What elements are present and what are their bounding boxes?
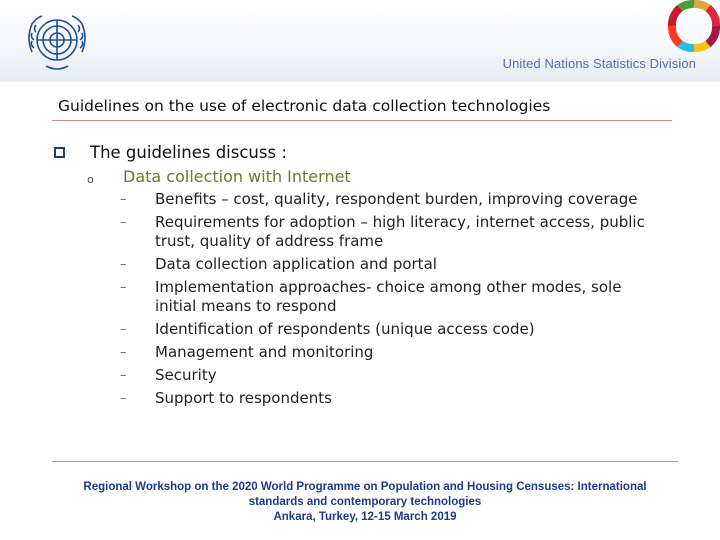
list-item-text: Requirements for adoption – high literacy, internet access, public trust, quality of address frame bbox=[155, 213, 645, 250]
footer-line-3: Ankara, Turkey, 12-15 March 2019 bbox=[273, 511, 457, 523]
sdg-wheel-icon bbox=[668, 0, 720, 56]
bullet-level1: The guidelines discuss : bbox=[90, 143, 287, 162]
list-item-text: Support to respondents bbox=[155, 389, 332, 407]
circle-bullet-icon: o bbox=[87, 173, 94, 186]
list-item bbox=[120, 255, 660, 274]
list-item-text: Benefits – cost, quality, respondent burden, improving coverage bbox=[155, 190, 638, 208]
list-item bbox=[120, 278, 660, 316]
list-item-text: Identification of respondents (unique access code) bbox=[155, 320, 535, 338]
dash-bullet: – bbox=[120, 215, 127, 230]
list-item-text: Implementation approaches- choice among other modes, sole initial means to respond bbox=[155, 278, 622, 315]
list-item bbox=[120, 366, 660, 385]
title-divider bbox=[52, 120, 672, 121]
list-item bbox=[120, 343, 660, 362]
list-item-text: Data collection application and portal bbox=[155, 255, 437, 273]
dash-bullet: – bbox=[120, 345, 127, 360]
dash-bullet: – bbox=[120, 322, 127, 337]
footer-divider bbox=[52, 461, 678, 462]
list-item bbox=[120, 389, 660, 408]
un-emblem-icon bbox=[20, 8, 94, 74]
slide-title: Guidelines on the use of electronic data collection technologies bbox=[58, 97, 551, 115]
dash-bullet: – bbox=[120, 192, 127, 207]
list-item bbox=[120, 320, 660, 339]
dash-bullet: – bbox=[120, 391, 127, 406]
dash-bullet: – bbox=[120, 280, 127, 295]
list-item bbox=[120, 190, 660, 209]
bullet-level2: Data collection with Internet bbox=[123, 167, 351, 186]
list-item-text: Management and monitoring bbox=[155, 343, 374, 361]
list-item-text: Security bbox=[155, 366, 217, 384]
sub-bullet-list bbox=[120, 190, 660, 412]
footer bbox=[60, 480, 670, 525]
footer-line-1: Regional Workshop on the 2020 World Programme on Population and Housing Censuses: International bbox=[83, 481, 647, 493]
organization-name: United Nations Statistics Division bbox=[502, 56, 696, 71]
footer-line-2: standards and contemporary technologies bbox=[248, 496, 482, 508]
square-bullet-icon bbox=[54, 147, 65, 158]
dash-bullet: – bbox=[120, 257, 127, 272]
list-item bbox=[120, 213, 660, 251]
dash-bullet: – bbox=[120, 368, 127, 383]
